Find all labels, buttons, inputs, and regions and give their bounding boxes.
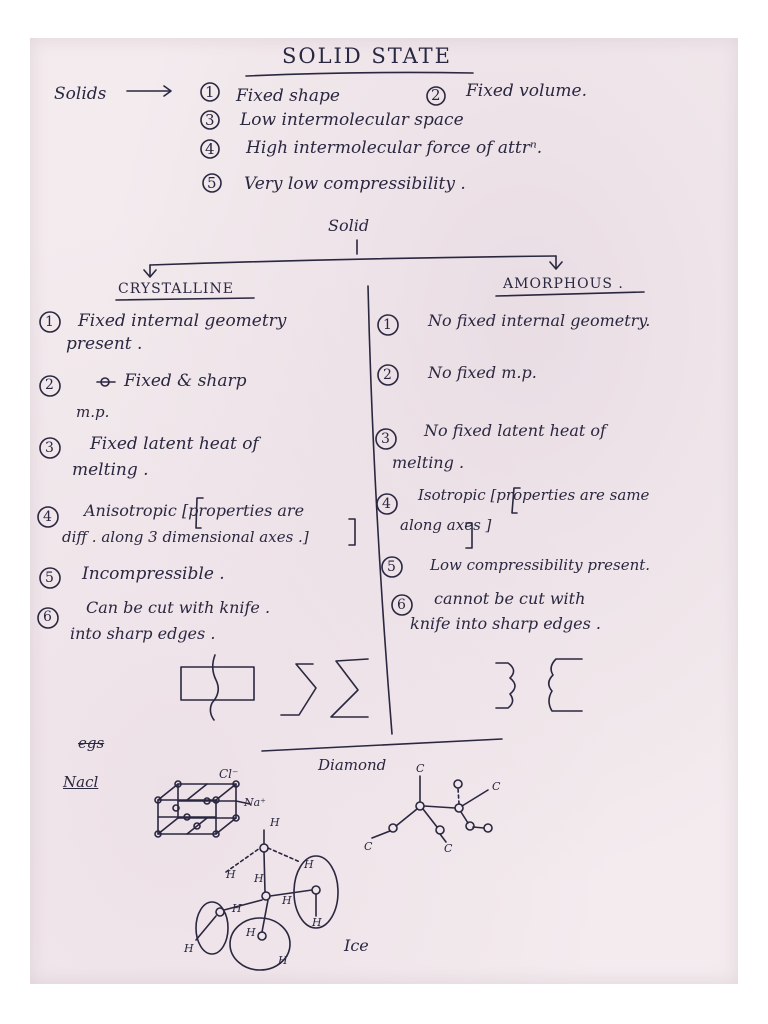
diamond-structure-drawing	[364, 762, 501, 855]
list-item-number: 2	[45, 377, 54, 393]
list-item-number: 4	[43, 509, 52, 525]
list-item-text: knife into sharp edges .	[410, 614, 601, 633]
arrow-icon	[127, 86, 171, 96]
list-item-number: 5	[45, 570, 54, 586]
property-text: Fixed volume.	[466, 81, 587, 101]
sodium-ion-label: Na⁺	[244, 796, 266, 809]
number-circle	[40, 438, 60, 458]
list-item-text: melting .	[72, 460, 149, 480]
hydrogen-atom-label: H	[184, 942, 194, 955]
list-item-text: diff . along 3 dimensional axes .]	[62, 528, 309, 546]
tree-branch	[150, 256, 556, 265]
amorphous-heading: AMORPHOUS .	[503, 276, 624, 292]
list-item-text: Anisotropic [properties are	[84, 501, 305, 520]
number-circle	[203, 174, 221, 192]
number-circle	[201, 140, 219, 158]
list-item-text: No fixed latent heat of	[424, 421, 606, 440]
list-item-number: 2	[383, 367, 392, 383]
crystalline-heading: CRYSTALLINE	[118, 281, 234, 297]
list-item-number: 3	[381, 431, 390, 447]
solids-label: Solids	[54, 84, 107, 104]
hydrogen-atom-label: H	[270, 816, 280, 829]
list-item-text: Fixed internal geometry	[78, 311, 287, 331]
number-circle	[40, 312, 60, 332]
list-item-text: No fixed internal geometry.	[428, 311, 651, 330]
irregular-edge-sketch	[496, 663, 515, 708]
number-circle	[378, 315, 398, 335]
list-item-text: Fixed latent heat of	[90, 434, 259, 454]
list-item-number: 6	[43, 609, 52, 625]
chloride-ion-label: Cl⁻	[219, 767, 239, 781]
number-circle	[40, 568, 60, 588]
number-circle	[376, 429, 396, 449]
list-item-text: into sharp edges .	[70, 624, 216, 643]
list-item-number: 3	[45, 440, 54, 456]
hydrogen-atom-label: H	[232, 902, 242, 915]
nacl-lattice-drawing	[155, 781, 250, 837]
property-number: 4	[205, 140, 215, 158]
ice-label: Ice	[344, 936, 369, 955]
property-text: Very low compressibility .	[244, 174, 466, 194]
number-circle	[201, 111, 219, 129]
number-circle	[40, 376, 60, 396]
property-number: 5	[207, 174, 217, 192]
hydrogen-atom-label: H	[304, 858, 314, 871]
carbon-atom-label: C	[416, 762, 425, 775]
property-text: High intermolecular force of attrⁿ.	[246, 138, 543, 158]
sharp-edge-sketch	[331, 659, 368, 717]
property-text: Fixed shape	[236, 86, 340, 106]
nacl-label: Nacl	[63, 773, 99, 791]
hydrogen-atom-label: H	[246, 926, 256, 939]
list-item-text: Low compressibility present.	[430, 556, 651, 574]
list-item-number: 1	[383, 317, 392, 333]
list-item-number: 5	[387, 559, 396, 575]
hydrogen-atom-label: H	[312, 916, 322, 929]
number-circle	[427, 87, 445, 105]
list-item-text: present .	[66, 334, 143, 354]
bracket-open	[196, 498, 203, 528]
hydrogen-atom-label: H	[226, 868, 236, 881]
carbon-atom-label: C	[364, 840, 373, 853]
number-circle	[377, 494, 397, 514]
number-circle	[392, 595, 412, 615]
list-item-number: 1	[45, 314, 54, 330]
number-circle	[38, 608, 58, 628]
sharp-edge-sketch	[281, 664, 316, 715]
scribble-mark	[97, 378, 115, 386]
crystal-cut-sketch	[181, 655, 254, 720]
bracket-close	[466, 523, 472, 548]
tree-root-label: Solid	[328, 216, 370, 235]
hydrogen-atom-label: H	[278, 954, 288, 967]
property-number: 1	[205, 83, 215, 101]
struck-egs-label: egs	[78, 734, 105, 752]
examples-divider	[262, 739, 502, 751]
page-title: SOLID STATE	[282, 44, 452, 68]
ice-structure-drawing	[183, 816, 338, 970]
list-item-text: cannot be cut with	[434, 589, 586, 608]
hydrogen-atom-label: H	[254, 872, 264, 885]
number-circle	[201, 83, 219, 101]
hydrogen-atom-label: H	[282, 894, 292, 907]
chevron-down-icon	[550, 256, 562, 269]
amorphous-underline	[496, 292, 644, 296]
diamond-label: Diamond	[318, 756, 387, 774]
property-number: 2	[431, 86, 441, 104]
chevron-down-icon	[144, 265, 156, 277]
number-circle	[382, 557, 402, 577]
title-underline	[246, 72, 473, 76]
list-item-number: 4	[382, 496, 391, 512]
list-item-text: Can be cut with knife .	[86, 598, 271, 617]
list-item-text: along axes ]	[400, 516, 492, 534]
carbon-atom-label: C	[444, 842, 453, 855]
list-item-text: Incompressible .	[82, 564, 225, 584]
number-circle	[38, 507, 58, 527]
list-item-text: No fixed m.p.	[428, 363, 537, 382]
list-item-text: melting .	[392, 453, 465, 472]
carbon-atom-label: C	[492, 780, 501, 793]
list-item-text: Isotropic [properties are same	[418, 486, 650, 504]
property-text: Low intermolecular space	[240, 110, 464, 130]
list-item-number: 6	[397, 597, 406, 613]
crystalline-underline	[116, 298, 254, 300]
list-item-text: Fixed & sharp	[124, 371, 247, 391]
irregular-edge-sketch	[549, 659, 582, 711]
list-item-text: m.p.	[76, 403, 110, 421]
bracket-open	[512, 488, 520, 513]
bracket-close	[349, 519, 355, 545]
property-number: 3	[205, 111, 215, 129]
number-circle	[378, 365, 398, 385]
